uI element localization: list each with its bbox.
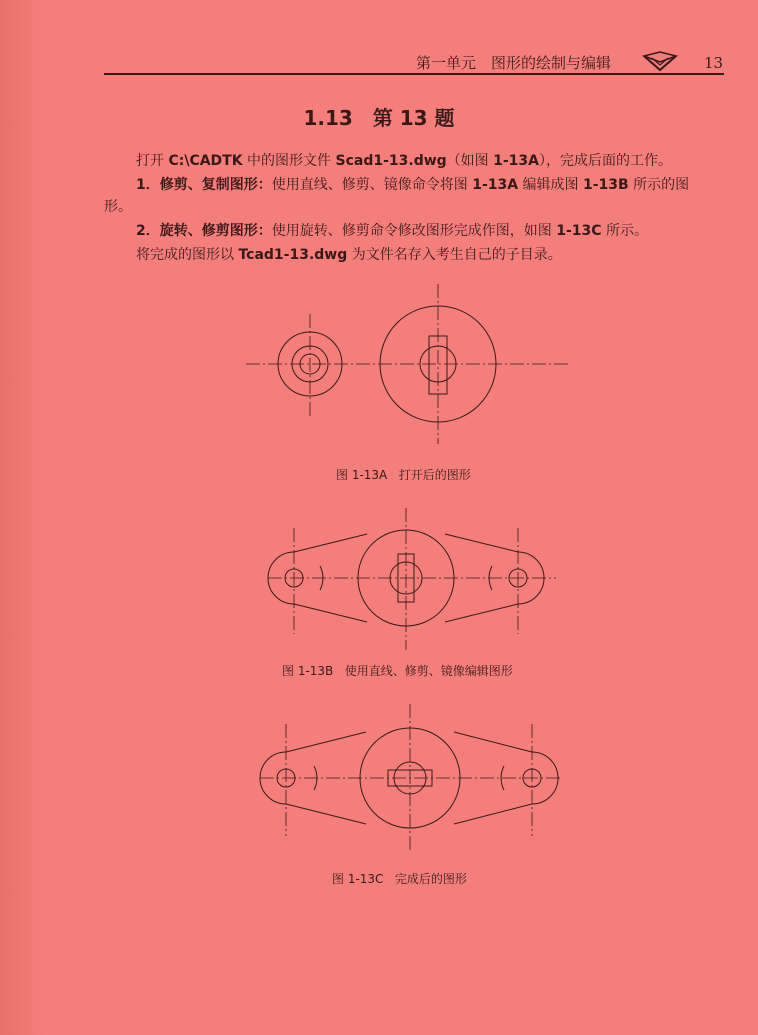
figure-1-13c-caption: [332, 870, 467, 887]
caption-id: 图 1-13A: [336, 468, 388, 482]
intro-file: Scad1-13.dwg: [335, 153, 447, 169]
intro-text-2: 中的图形文件: [242, 153, 336, 169]
figure-1-13c-drawing: [256, 702, 566, 852]
task2-text-b: 所示。: [601, 223, 648, 239]
intro-fig: 1-13A: [493, 153, 539, 169]
caption-text: 打开后的图形: [398, 468, 471, 482]
page-header: [104, 44, 724, 76]
task1-fig-b: 1-13B: [582, 177, 629, 193]
task1-fig-a: 1-13A: [472, 177, 519, 193]
task1-label: 1．修剪、复制图形：: [136, 177, 272, 193]
task2-text-a: 使用旋转、修剪命令修改图形完成作图，如图: [271, 223, 557, 239]
figure-1-13b-caption: [282, 662, 513, 679]
task1-text-a: 使用直线、修剪、镜像命令将图: [271, 177, 473, 193]
problem-title: [0, 102, 758, 131]
intro-text-1: 打开: [136, 153, 169, 169]
task1-text-c: 所示的图: [628, 177, 690, 193]
task1-text-b: 编辑成图: [518, 177, 583, 193]
save-paragraph: [136, 244, 562, 266]
intro-paragraph: [136, 150, 672, 172]
intro-text-3: （如图: [446, 153, 494, 169]
caption-text: 使用直线、修剪、镜像编辑图形: [344, 664, 513, 678]
task1-paragraph: [136, 174, 689, 196]
header-section-title: 第一单元 图形的绘制与编辑: [416, 54, 612, 72]
caption-text: 完成后的图形: [394, 872, 467, 886]
caption-id: 图 1-13C: [332, 872, 384, 886]
save-text-b: 为文件名存入考生自己的子目录。: [347, 247, 562, 263]
save-file: Tcad1-13.dwg: [238, 247, 348, 263]
task2-fig: 1-13C: [556, 223, 602, 239]
figure-1-13a-caption: [336, 466, 471, 483]
task2-label: 2．旋转、修剪图形：: [136, 223, 272, 239]
figure-1-13b-drawing: [262, 504, 562, 654]
task1-continuation: 形。: [104, 199, 132, 215]
intro-path: C:\CADTK: [168, 153, 243, 169]
problem-title-text: 第 13 题: [372, 106, 455, 130]
problem-number: 1.13: [303, 106, 353, 130]
book-logo-icon: [642, 50, 678, 72]
intro-text-4: ），完成后面的工作。: [539, 153, 672, 169]
save-text-a: 将完成的图形以: [136, 247, 239, 263]
figure-1-13a-drawing: [238, 278, 578, 448]
book-spine-shadow: [0, 0, 46, 1035]
page-number: 13: [704, 54, 724, 72]
caption-id: 图 1-13B: [282, 664, 334, 678]
task2-paragraph: [136, 220, 648, 242]
header-rule: [104, 73, 724, 75]
